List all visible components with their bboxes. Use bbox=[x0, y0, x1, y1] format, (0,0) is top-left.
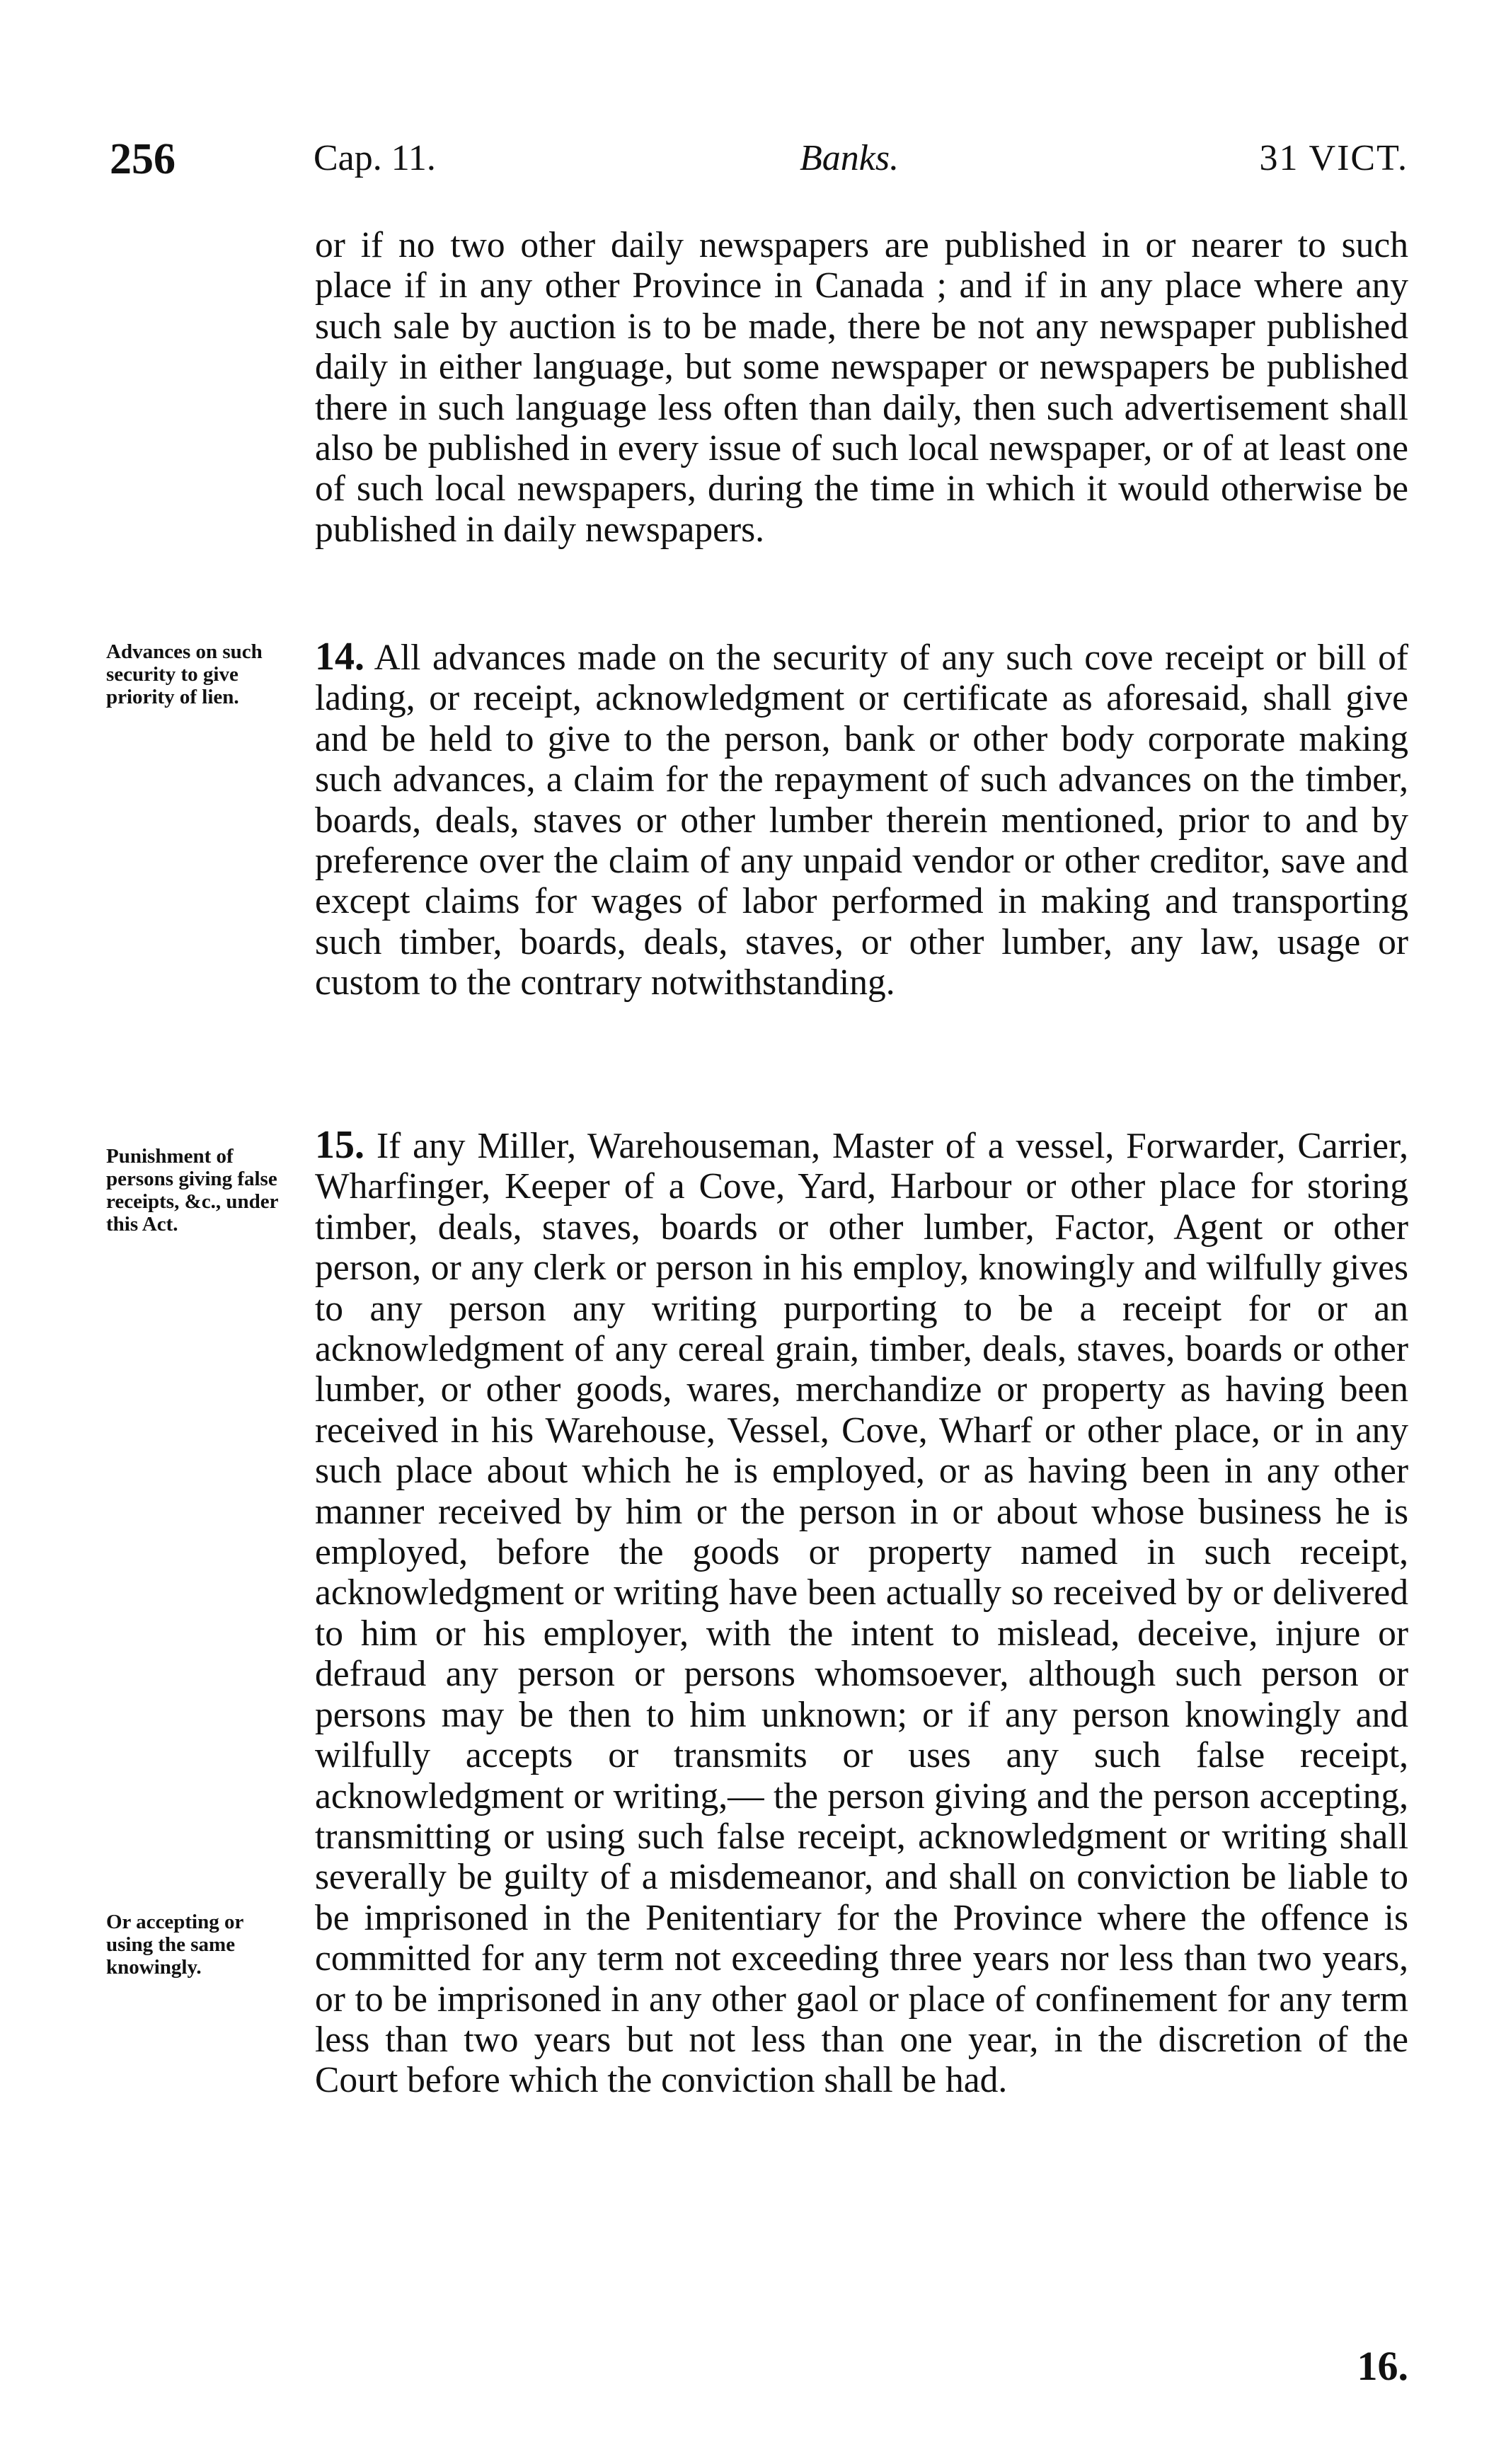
marginal-note-text: Punishment of persons giving false receipts, &c., under this Act. bbox=[106, 1145, 278, 1236]
paragraph-continuation bbox=[315, 225, 1408, 550]
marginal-note-text: Advances on such security to give priority of lien. bbox=[106, 640, 263, 708]
section-14 bbox=[315, 637, 1408, 1003]
page-number: 256 bbox=[110, 135, 176, 183]
marginal-note-accepting bbox=[106, 1911, 269, 1979]
section-number: 15. bbox=[315, 1123, 364, 1167]
catchword: 16. bbox=[1357, 2343, 1408, 2389]
paragraph-text: or if no two other daily newspapers are published in or nearer to such place if in any other Province in Canada ; and if in any place where any such sale by auction is to be made, there be not any newspaper published daily in either language, but some newspaper or newspapers be published there in such language less often than daily, then such advertisement shall also be published in every issue of such local newspaper, or of at least one of such local newspapers, during the time in which it would otherwise be published in daily newspapers. bbox=[315, 225, 1408, 550]
marginal-note-text: Or accepting or using the same knowingly. bbox=[106, 1911, 243, 1979]
chapter-reference: Cap. 11. bbox=[314, 138, 436, 178]
regnal-year: 31 VICT. bbox=[1259, 138, 1408, 178]
marginal-note-punishment bbox=[106, 1145, 283, 1236]
running-header bbox=[110, 134, 1408, 198]
section-15 bbox=[315, 1125, 1408, 2101]
section-text: All advances made on the security of any such cove receipt or bill of lading, or receipt, acknowledgment or certificate as aforesaid, shall give and be held to give to the person, bank or other body corporate making such advances, a claim for the repayment of such advances on the timber, boards, deals, staves or other lumber therein mentioned, prior to and by preference over the claim of any unpaid vendor or other creditor, save and except claims for wages of labor performed in making and transporting such timber, boards, deals, staves, or other lumber, any law, usage or custom to the contrary notwithstanding. bbox=[315, 638, 1408, 1003]
section-text: If any Miller, Warehouseman, Master of a vessel, Forwarder, Carrier, Wharfinger, Keeper of a Cove, Yard, Harbour or other place for storing timber, deals, staves, boards or other lumber, Factor, Agent or other person, or any clerk or person in his employ, knowingly and wilfully gives to any person any writing purporting to be a receipt for or an acknowledgment of any cereal grain, timber, deals, staves, boards or other lumber, or other goods, wares, merchandize or property as having been received in his Warehouse, Vessel, Cove, Wharf or other place, or in any such place about which he is employed, or as having been in any other manner received by him or the person in or about whose business he is employed, before the goods or property named in such receipt, acknowledgment or writing have been actually so received by or delivered to him or his employer, with the intent to mislead, deceive, injure or defraud any person or persons whomsoever, although such person or persons may be then to him unknown; or if any person knowingly and wilfully accepts or transmits or uses any such false receipt, acknowledgment or writing,— the person giving and the person accepting, transmitting or using such false receipt, acknowledgment or writing shall severally be guilty of a misdemeanor, and shall on conviction be liable to be imprisoned in the Penitentiary for the Province where the offence is committed for any term not exceeding three years nor less than two years, or to be imprisoned in any other gaol or place of confinement for any term less than two years but not less than one year, in the discretion of the Court before which the conviction shall be had. bbox=[315, 1126, 1409, 2101]
running-title: Banks. bbox=[800, 138, 899, 178]
section-number: 14. bbox=[315, 635, 364, 679]
marginal-note-advances bbox=[106, 640, 272, 708]
